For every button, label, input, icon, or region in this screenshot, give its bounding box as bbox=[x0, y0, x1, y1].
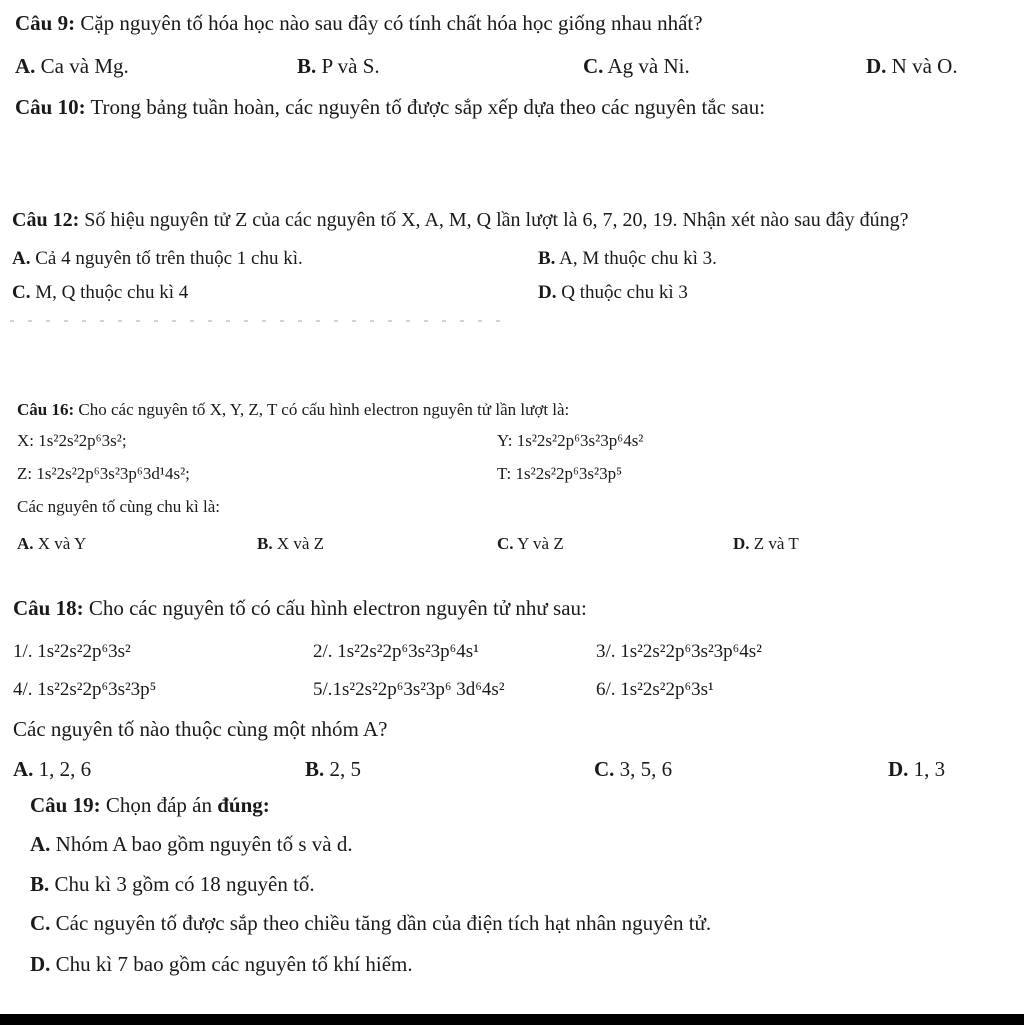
q16-config-y: Y: 1s²2s²2p⁶3s²3p⁶4s² bbox=[497, 431, 644, 450]
q16-option-b: B. X và Z bbox=[257, 534, 325, 553]
q18-option-c: C. 3, 5, 6 bbox=[594, 757, 673, 781]
q9-option-a: A. Ca và Mg. bbox=[15, 54, 129, 78]
q18-config-1: 1/. 1s²2s²2p⁶3s² bbox=[13, 641, 131, 662]
q19-text: Chọn đáp án bbox=[105, 793, 212, 817]
q9-text: Cặp nguyên tố hóa học nào sau đây có tính chất hóa học giống nhau nhất? bbox=[80, 11, 703, 35]
q16-option-a: A. X và Y bbox=[17, 534, 87, 553]
q16-option-c: C. Y và Z bbox=[497, 534, 564, 553]
q18-config-4: 4/. 1s²2s²2p⁶3s²3p⁵ bbox=[13, 679, 157, 700]
q9-label: Câu 9: bbox=[15, 11, 76, 35]
q19-option-a: A. Nhóm A bao gồm nguyên tố s và d. bbox=[30, 832, 353, 856]
scan-artifact bbox=[10, 318, 500, 324]
q19-stem bbox=[30, 795, 270, 816]
q10-label: Câu 10: bbox=[15, 95, 86, 119]
q18-prompt: Các nguyên tố nào thuộc cùng một nhóm A? bbox=[13, 717, 388, 741]
q9-stem bbox=[15, 13, 703, 34]
q19-label: Câu 19: bbox=[30, 793, 101, 817]
q9-option-c: C. Ag và Ni. bbox=[583, 54, 690, 78]
q18-option-a: A. 1, 2, 6 bbox=[13, 757, 92, 781]
q18-option-b: B. 2, 5 bbox=[305, 757, 362, 781]
q9-option-d: D. N và O. bbox=[866, 54, 958, 78]
q12-option-b: B. A, M thuộc chu kì 3. bbox=[538, 248, 717, 269]
q19-option-d: D. Chu kì 7 bao gồm các nguyên tố khí hiếm. bbox=[30, 952, 413, 976]
q18-config-5: 5/.1s²2s²2p⁶3s²3p⁶ 3d⁶4s² bbox=[313, 679, 505, 700]
q12-stem bbox=[12, 210, 909, 230]
q19-option-c: C. Các nguyên tố được sắp theo chiều tăng dần của điện tích hạt nhân nguyên tử. bbox=[30, 911, 712, 935]
q18-config-3: 3/. 1s²2s²2p⁶3s²3p⁶4s² bbox=[596, 641, 762, 662]
q10-text: Trong bảng tuần hoàn, các nguyên tố được sắp xếp dựa theo các nguyên tắc sau: bbox=[90, 95, 766, 119]
q16-text: Cho các nguyên tố X, Y, Z, T có cấu hình electron nguyên tử lần lượt là: bbox=[78, 400, 570, 419]
q12-option-c: C. M, Q thuộc chu kì 4 bbox=[12, 282, 189, 303]
q12-option-a: A. Cả 4 nguyên tố trên thuộc 1 chu kì. bbox=[12, 248, 303, 269]
q19-option-b: B. Chu kì 3 gồm có 18 nguyên tố. bbox=[30, 872, 315, 896]
q12-label: Câu 12: bbox=[12, 209, 80, 231]
q16-option-d: D. Z và T bbox=[733, 534, 799, 553]
q16-config-z: Z: 1s²2s²2p⁶3s²3p⁶3d¹4s²; bbox=[17, 464, 190, 483]
q16-label: Câu 16: bbox=[17, 400, 75, 419]
q18-option-d: D. 1, 3 bbox=[888, 757, 946, 781]
q18-config-2: 2/. 1s²2s²2p⁶3s²3p⁶4s¹ bbox=[313, 641, 479, 662]
q12-text: Số hiệu nguyên tử Z của các nguyên tố X, A, M, Q lần lượt là 6, 7, 20, 19. Nhận xét nào sau đây đúng? bbox=[84, 209, 909, 231]
q16-prompt: Các nguyên tố cùng chu kì là: bbox=[17, 497, 221, 516]
q12-option-d: D. Q thuộc chu kì 3 bbox=[538, 282, 688, 303]
q9-option-b: B. P và S. bbox=[297, 54, 380, 78]
q18-config-6: 6/. 1s²2s²2p⁶3s¹ bbox=[596, 679, 714, 700]
bottom-edge-bar bbox=[0, 1014, 1024, 1025]
q16-config-x: X: 1s²2s²2p⁶3s²; bbox=[17, 431, 127, 450]
q19-emphasis: đúng: bbox=[217, 793, 270, 817]
q16-config-t: T: 1s²2s²2p⁶3s²3p⁵ bbox=[497, 464, 623, 483]
q18-label: Câu 18: bbox=[13, 596, 84, 620]
q16-stem bbox=[17, 401, 569, 418]
q10-stem bbox=[15, 97, 765, 118]
q18-stem bbox=[13, 598, 587, 619]
q18-text: Cho các nguyên tố có cấu hình electron nguyên tử như sau: bbox=[88, 596, 587, 620]
